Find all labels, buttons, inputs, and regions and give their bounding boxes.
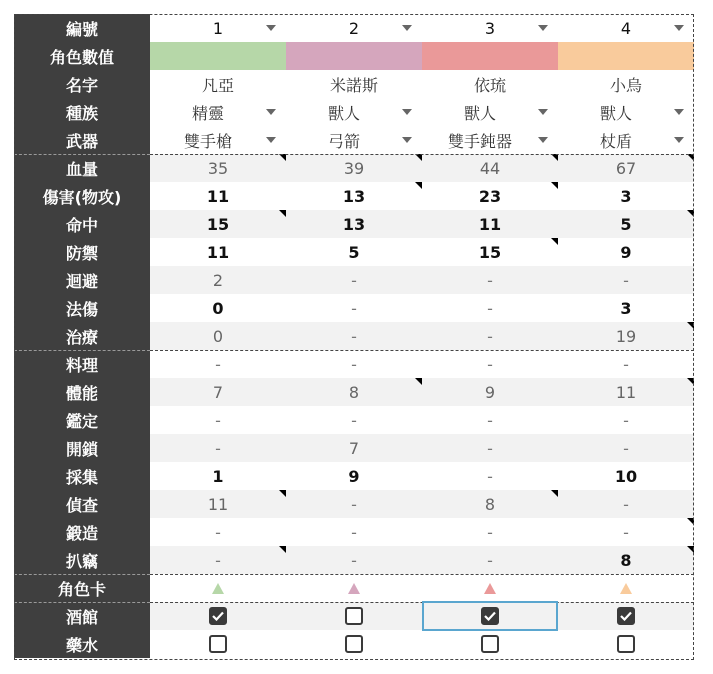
skill-value[interactable]: 8 <box>484 494 496 514</box>
row-label-role_card: 角色卡 <box>14 574 150 602</box>
stat-value[interactable]: 3 <box>620 298 632 318</box>
stat-value[interactable]: - <box>351 298 357 318</box>
stat-value[interactable]: 44 <box>479 158 501 178</box>
row-label-potion: 藥水 <box>14 630 150 658</box>
row-label-stat: 防禦 <box>14 238 150 266</box>
section-divider <box>14 602 150 603</box>
stat-value[interactable]: - <box>351 270 357 290</box>
character-number: 2 <box>348 18 360 38</box>
section-divider <box>14 350 150 351</box>
row-label-stat: 迴避 <box>14 266 150 294</box>
row-label-weapon: 武器 <box>14 126 150 154</box>
stat-value[interactable]: 9 <box>620 242 632 262</box>
stat-value[interactable]: 13 <box>342 214 366 234</box>
comment-marker-icon <box>687 546 694 553</box>
character-name[interactable]: 米諾斯 <box>329 75 378 95</box>
stat-value[interactable]: - <box>351 326 357 346</box>
dropdown-arrow-icon[interactable] <box>402 109 412 115</box>
comment-marker-icon <box>279 210 286 217</box>
skill-value[interactable]: - <box>351 522 357 542</box>
comment-marker-icon <box>551 182 558 189</box>
stat-value[interactable]: 5 <box>620 214 632 234</box>
role-color-swatch <box>422 42 558 70</box>
role-color-swatch <box>286 42 422 70</box>
skill-value[interactable]: - <box>351 550 357 570</box>
skill-value[interactable]: 9 <box>484 382 496 402</box>
comment-marker-icon <box>687 154 694 161</box>
dropdown-arrow-icon[interactable] <box>538 25 548 31</box>
stat-value[interactable]: 0 <box>212 326 224 346</box>
stat-value[interactable]: 23 <box>478 186 502 206</box>
comment-marker-icon <box>279 490 286 497</box>
spreadsheet <box>14 14 694 660</box>
comment-marker-icon <box>279 154 286 161</box>
triangle-icon <box>484 583 496 594</box>
dropdown-arrow-icon[interactable] <box>674 25 684 31</box>
character-weapon[interactable]: 雙手鈍器 <box>447 131 512 151</box>
character-number: 4 <box>620 18 632 38</box>
character-number: 1 <box>212 18 224 38</box>
stat-value[interactable]: 39 <box>343 158 365 178</box>
skill-value[interactable]: - <box>487 354 493 374</box>
stat-value[interactable]: 2 <box>212 270 224 290</box>
row-label-skill: 採集 <box>14 462 150 490</box>
dropdown-arrow-icon[interactable] <box>538 137 548 143</box>
skill-value[interactable]: 7 <box>212 382 224 402</box>
section-divider <box>150 350 694 351</box>
comment-marker-icon <box>687 322 694 329</box>
stat-value[interactable]: 15 <box>206 214 230 234</box>
skill-value[interactable]: - <box>351 494 357 514</box>
comment-marker-icon <box>687 378 694 385</box>
character-name[interactable]: 凡亞 <box>201 75 234 95</box>
skill-value[interactable]: 11 <box>207 494 229 514</box>
section-divider <box>150 574 694 575</box>
row-label-stat: 治療 <box>14 322 150 350</box>
row-label-role_value: 角色數值 <box>14 42 150 70</box>
character-weapon[interactable]: 杖盾 <box>599 131 632 151</box>
row-label-skill: 料理 <box>14 350 150 378</box>
skill-value[interactable]: - <box>623 410 629 430</box>
section-divider <box>150 154 694 155</box>
potion-checkbox[interactable] <box>209 635 227 653</box>
row-label-skill: 鑑定 <box>14 406 150 434</box>
character-name[interactable]: 小烏 <box>609 75 642 95</box>
potion-checkbox[interactable] <box>481 635 499 653</box>
skill-value[interactable]: - <box>487 466 493 486</box>
checkmark-icon <box>212 611 224 621</box>
section-divider <box>14 574 150 575</box>
tavern-checkbox[interactable] <box>345 607 363 625</box>
stat-value[interactable]: 67 <box>615 158 637 178</box>
role-color-swatch <box>150 42 286 70</box>
dropdown-arrow-icon[interactable] <box>402 137 412 143</box>
stat-value[interactable]: 35 <box>207 158 229 178</box>
selected-cell[interactable] <box>422 601 558 631</box>
potion-checkbox[interactable] <box>617 635 635 653</box>
checkmark-icon <box>620 611 632 621</box>
skill-value[interactable]: - <box>487 410 493 430</box>
skill-value[interactable]: 8 <box>348 382 360 402</box>
comment-marker-icon <box>687 210 694 217</box>
triangle-icon <box>620 583 632 594</box>
row-label-name: 名字 <box>14 70 150 98</box>
triangle-icon <box>348 583 360 594</box>
skill-value[interactable]: - <box>215 438 221 458</box>
row-label-skill: 開鎖 <box>14 434 150 462</box>
dropdown-arrow-icon[interactable] <box>402 25 412 31</box>
stat-value[interactable]: 0 <box>212 298 224 318</box>
section-divider <box>14 154 150 155</box>
role-color-swatch <box>558 42 694 70</box>
skill-value[interactable]: - <box>623 438 629 458</box>
skill-value[interactable]: 9 <box>348 466 360 486</box>
row-label-skill: 鍛造 <box>14 518 150 546</box>
stat-value[interactable]: 13 <box>342 186 366 206</box>
skill-value[interactable]: - <box>215 354 221 374</box>
tavern-checkbox[interactable] <box>209 607 227 625</box>
comment-marker-icon <box>415 378 422 385</box>
tavern-checkbox[interactable] <box>617 607 635 625</box>
comment-marker-icon <box>551 154 558 161</box>
skill-value[interactable]: - <box>351 410 357 430</box>
stat-value[interactable]: - <box>623 270 629 290</box>
comment-marker-icon <box>687 518 694 525</box>
character-race[interactable]: 獸人 <box>327 103 360 123</box>
row-background <box>150 574 694 602</box>
skill-value[interactable]: 8 <box>620 550 632 570</box>
row-label-skill: 偵查 <box>14 490 150 518</box>
stat-value[interactable]: - <box>487 270 493 290</box>
skill-value[interactable]: 10 <box>614 466 638 486</box>
character-name[interactable]: 依琉 <box>473 75 506 95</box>
row-label-tavern: 酒館 <box>14 602 150 630</box>
stat-value[interactable]: - <box>487 298 493 318</box>
skill-value[interactable]: - <box>623 522 629 542</box>
dropdown-arrow-icon[interactable] <box>266 109 276 115</box>
character-race[interactable]: 獸人 <box>463 103 496 123</box>
row-label-stat: 命中 <box>14 210 150 238</box>
character-race[interactable]: 精靈 <box>191 103 224 123</box>
skill-value[interactable]: - <box>215 522 221 542</box>
skill-value[interactable]: - <box>215 550 221 570</box>
comment-marker-icon <box>415 154 422 161</box>
character-number: 3 <box>484 18 496 38</box>
skill-value[interactable]: - <box>623 494 629 514</box>
row-background <box>150 630 694 658</box>
row-label-race: 種族 <box>14 98 150 126</box>
dropdown-arrow-icon[interactable] <box>538 109 548 115</box>
comment-marker-icon <box>551 490 558 497</box>
dropdown-arrow-icon[interactable] <box>266 137 276 143</box>
stat-value[interactable]: 5 <box>348 242 360 262</box>
potion-checkbox[interactable] <box>345 635 363 653</box>
skill-value[interactable]: - <box>351 354 357 374</box>
character-weapon[interactable]: 雙手槍 <box>183 131 232 151</box>
character-weapon[interactable]: 弓箭 <box>327 131 360 151</box>
comment-marker-icon <box>279 546 286 553</box>
triangle-icon <box>212 583 224 594</box>
row-label-skill: 體能 <box>14 378 150 406</box>
dropdown-arrow-icon[interactable] <box>674 109 684 115</box>
row-label-number: 編號 <box>14 14 150 42</box>
stat-value[interactable]: 3 <box>620 186 632 206</box>
comment-marker-icon <box>415 182 422 189</box>
stat-value[interactable]: 19 <box>615 326 637 346</box>
stat-value[interactable]: 11 <box>206 186 230 206</box>
skill-value[interactable]: 7 <box>348 438 360 458</box>
skill-value[interactable]: - <box>487 550 493 570</box>
stat-value[interactable]: 15 <box>478 242 502 262</box>
skill-value[interactable]: - <box>215 410 221 430</box>
stat-value[interactable]: 11 <box>206 242 230 262</box>
stat-value[interactable]: - <box>487 326 493 346</box>
dropdown-arrow-icon[interactable] <box>266 25 276 31</box>
skill-value[interactable]: - <box>487 522 493 542</box>
dropdown-arrow-icon[interactable] <box>674 137 684 143</box>
stat-value[interactable]: 11 <box>478 214 502 234</box>
row-label-stat: 傷害(物攻) <box>14 182 150 210</box>
skill-value[interactable]: - <box>487 438 493 458</box>
row-label-stat: 血量 <box>14 154 150 182</box>
character-race[interactable]: 獸人 <box>599 103 632 123</box>
row-label-stat: 法傷 <box>14 294 150 322</box>
comment-marker-icon <box>551 238 558 245</box>
skill-value[interactable]: - <box>623 354 629 374</box>
skill-value[interactable]: 1 <box>212 466 224 486</box>
skill-value[interactable]: 11 <box>615 382 637 402</box>
row-label-skill: 扒竊 <box>14 546 150 574</box>
